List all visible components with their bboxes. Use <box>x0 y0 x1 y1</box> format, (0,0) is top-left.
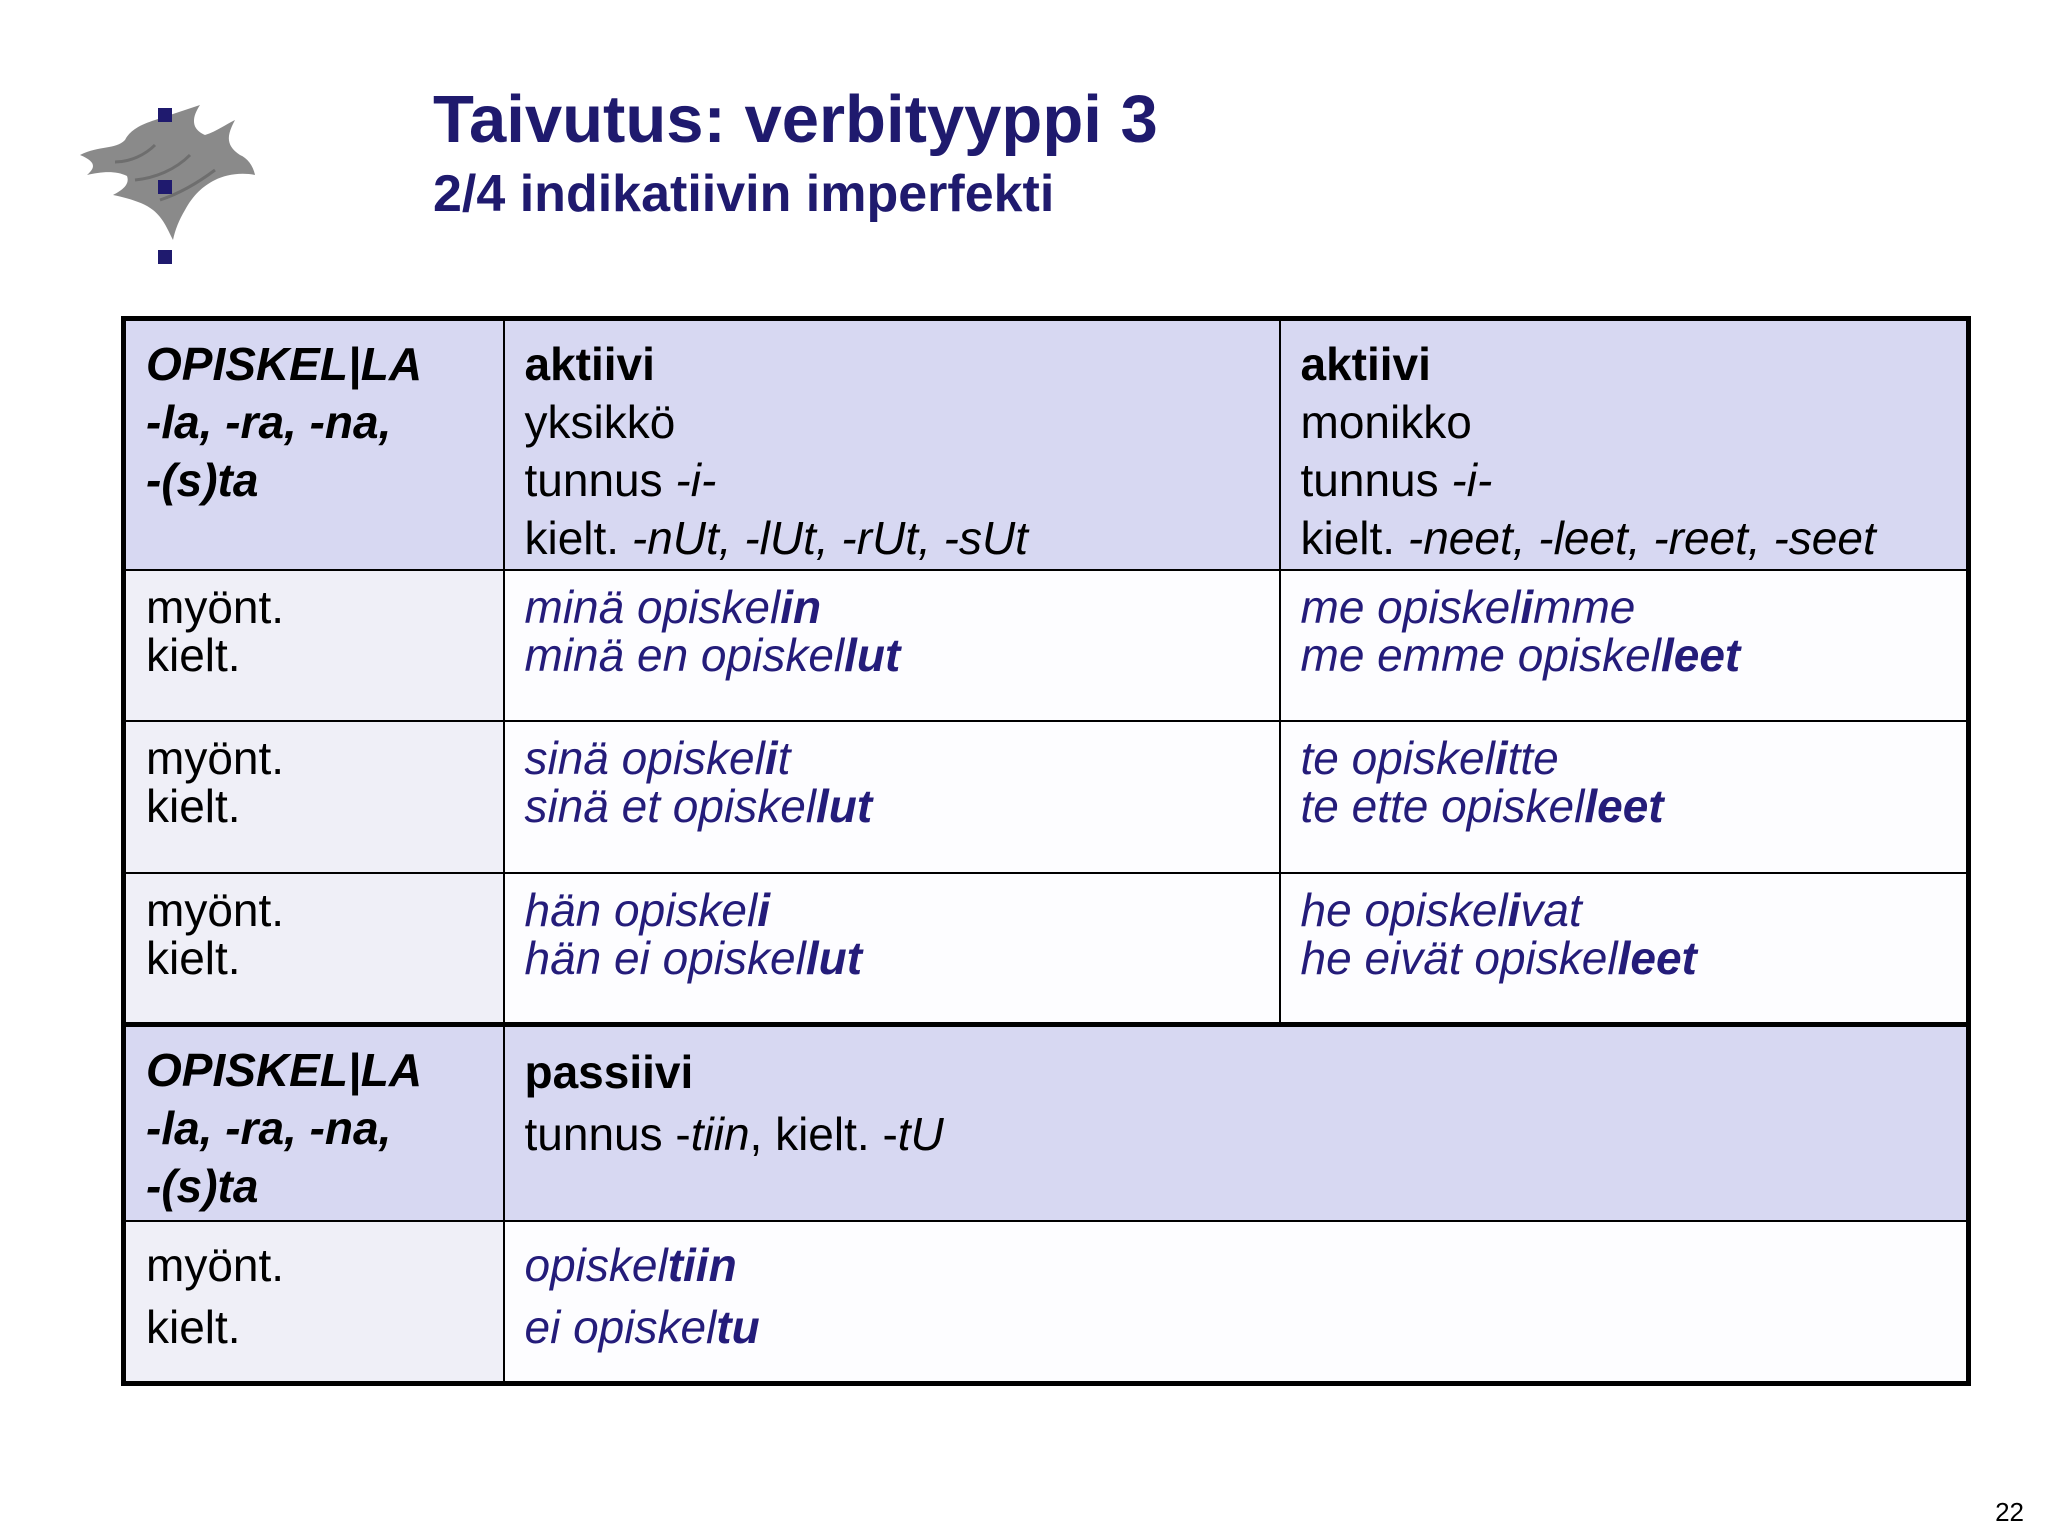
form-ending: i <box>1494 732 1508 785</box>
negative-ending: tU <box>897 1108 944 1161</box>
plural-header-cell <box>1280 319 1969 570</box>
verb-name: OPISKEL|LA <box>146 338 423 390</box>
form-ending: i <box>757 884 770 937</box>
voice-label: aktiivi <box>1300 338 1431 390</box>
negative-endings: -neet, -leet, -reet, -seet <box>1407 512 1876 564</box>
passive-marker-line <box>525 1103 1947 1165</box>
form-stem: me opiskel <box>1300 580 1521 633</box>
negative-label: kielt. <box>146 932 241 985</box>
plural-forms-cell <box>1280 873 1969 1025</box>
verb-endings-line-1: -la, -ra, -na, <box>146 396 392 448</box>
form-ending: leet <box>1617 932 1697 985</box>
negative-label: kielt. <box>146 1300 241 1353</box>
verb-endings-line-1: -la, -ra, -na, <box>146 1102 392 1155</box>
voice-label: passiivi <box>524 1046 694 1099</box>
negative-prefix: kielt. <box>1300 512 1408 564</box>
singular-affirmative-form <box>524 732 1259 785</box>
plural-affirmative-form <box>1300 732 1947 785</box>
affirmative-label: myönt. <box>146 1238 285 1291</box>
form-ending: in <box>780 580 822 633</box>
table-row <box>124 1221 1969 1384</box>
singular-negative-form <box>524 932 1259 985</box>
singular-negative-form <box>524 780 1259 833</box>
verb-header-cell <box>124 319 504 570</box>
verb-endings-line-2: -(s)ta <box>146 454 259 506</box>
page-title: Taivutus: verbityyppi 3 <box>433 82 1158 157</box>
negative-label: kielt. <box>146 780 241 833</box>
marker-value: -i- <box>675 454 717 506</box>
page-number: 22 <box>1995 1497 2024 1527</box>
form-ending: i <box>1520 580 1534 633</box>
affirmative-label: myönt. <box>146 732 285 785</box>
table-row <box>124 570 1969 722</box>
marker-value: tiin <box>690 1108 750 1161</box>
form-stem: minä opiskel <box>524 580 781 633</box>
passive-header-cell <box>504 1025 1969 1221</box>
passive-header-row <box>124 1025 1969 1221</box>
form-stem: he eivät opiskel <box>1300 932 1618 985</box>
form-ending: i <box>1507 884 1521 937</box>
verb-endings-line-2: -(s)ta <box>146 1160 259 1213</box>
form-stem: sinä et opiskel <box>524 780 816 833</box>
page-subtitle: 2/4 indikatiivin imperfekti <box>433 165 1055 223</box>
form-tail: tte <box>1507 732 1559 785</box>
form-stem: sinä opiskel <box>524 732 765 785</box>
negative-prefix: , kielt. - <box>749 1108 898 1161</box>
passive-affirmative-form <box>525 1234 1947 1296</box>
plural-forms-cell <box>1280 570 1969 722</box>
conjugation-table <box>121 316 1971 1386</box>
marker-prefix: tunnus <box>1300 454 1452 506</box>
form-stem: me emme opiskel <box>1300 628 1661 681</box>
row-label-cell <box>124 873 504 1025</box>
plural-affirmative-form <box>1300 884 1947 937</box>
row-label-cell <box>124 721 504 873</box>
affirmative-label: myönt. <box>146 580 285 633</box>
singular-affirmative-form <box>524 580 1259 633</box>
form-stem: hän ei opiskel <box>524 932 806 985</box>
marker-prefix: tunnus <box>524 454 676 506</box>
form-tail: vat <box>1520 884 1582 937</box>
form-stem: opiskel <box>524 1238 668 1291</box>
affirmative-label: myönt. <box>146 884 285 937</box>
form-stem: ei opiskel <box>524 1300 717 1353</box>
marker-line <box>1301 451 1947 509</box>
marker-prefix: tunnus - <box>524 1108 691 1161</box>
singular-negative-form <box>524 628 1259 681</box>
title-block <box>433 80 1158 228</box>
negative-marker-line <box>1301 509 1947 567</box>
table-row <box>124 721 1969 873</box>
negative-label: kielt. <box>146 628 241 681</box>
form-ending: tiin <box>667 1238 737 1291</box>
plural-negative-form <box>1300 780 1947 833</box>
form-stem: te opiskel <box>1300 732 1495 785</box>
plural-negative-form <box>1300 932 1947 985</box>
negative-prefix: kielt. <box>524 512 632 564</box>
form-stem: he opiskel <box>1300 884 1508 937</box>
plural-affirmative-form <box>1300 580 1947 633</box>
passive-forms-cell <box>504 1221 1969 1384</box>
form-ending: leet <box>1584 780 1664 833</box>
form-stem: minä en opiskel <box>524 628 845 681</box>
form-ending: leet <box>1660 628 1741 681</box>
marker-value: -i- <box>1451 454 1493 506</box>
form-ending: i <box>764 732 778 785</box>
verb-name: OPISKEL|LA <box>146 1044 423 1097</box>
singular-affirmative-form <box>524 884 1259 937</box>
plural-forms-cell <box>1280 721 1969 873</box>
form-tail: mme <box>1533 580 1636 633</box>
voice-label: aktiivi <box>524 338 655 390</box>
negative-endings: -nUt, -lUt, -rUt, -sUt <box>631 512 1028 564</box>
table-row <box>124 873 1969 1025</box>
singular-header-cell <box>504 319 1280 570</box>
university-flame-logo-icon <box>75 100 255 270</box>
form-ending: lut <box>816 780 873 833</box>
passive-negative-form <box>525 1296 1947 1358</box>
form-ending: lut <box>844 628 901 681</box>
form-stem: te ette opiskel <box>1300 780 1585 833</box>
form-ending: lut <box>805 932 863 985</box>
row-label-cell <box>124 1221 504 1384</box>
marker-line <box>525 451 1259 509</box>
verb-header-cell <box>124 1025 504 1221</box>
active-header-row <box>124 319 1969 570</box>
negative-marker-line <box>525 509 1259 567</box>
form-ending: tu <box>716 1300 760 1353</box>
singular-forms-cell <box>504 873 1280 1025</box>
form-stem: hän opiskel <box>524 884 758 937</box>
plural-negative-form <box>1300 628 1947 681</box>
singular-forms-cell <box>504 721 1280 873</box>
row-label-cell <box>124 570 504 722</box>
number-label: monikko <box>1300 396 1472 448</box>
singular-forms-cell <box>504 570 1280 722</box>
form-tail: t <box>777 732 791 785</box>
number-label: yksikkö <box>524 396 676 448</box>
